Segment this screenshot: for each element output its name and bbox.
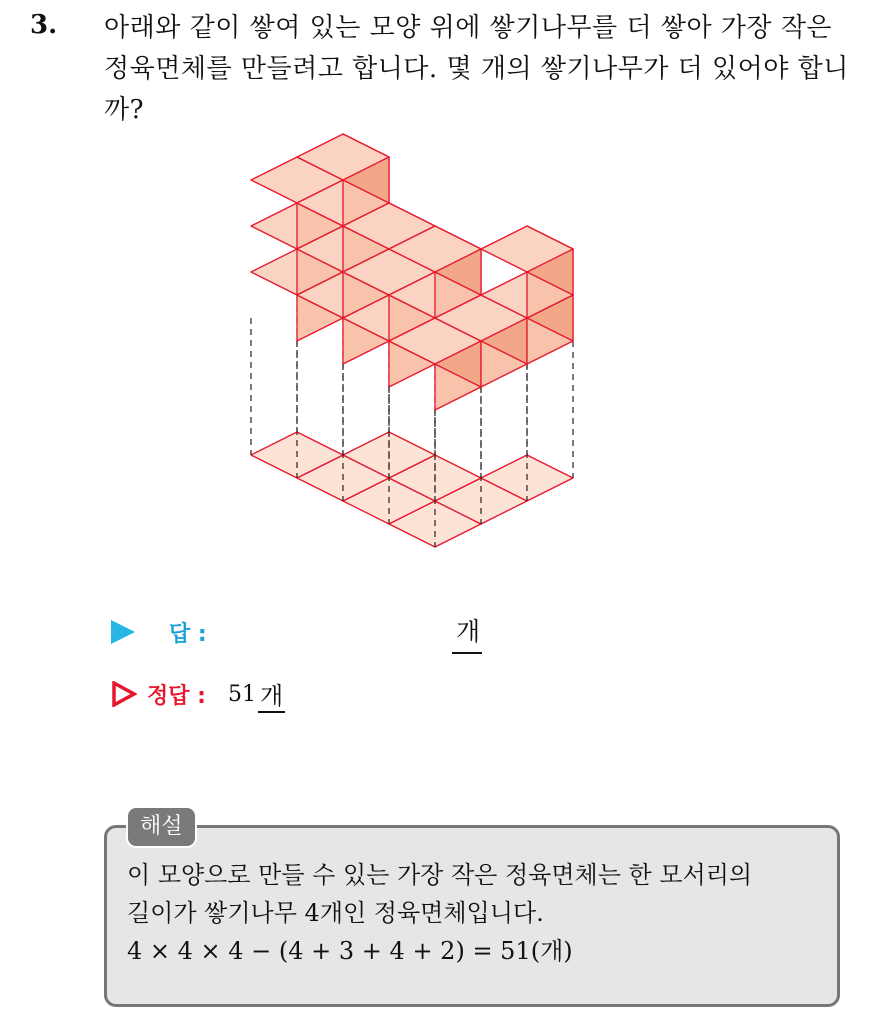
base-footprint [251,432,573,547]
correct-answer-row [111,674,285,714]
answer-label: 답 : [169,621,207,647]
solution-tag: 해설 [126,806,197,848]
question-number: 3. [30,10,58,40]
answer-blank-unit: 개 [452,612,482,654]
solution-line-1: 이 모양으로 만들 수 있는 가장 작은 정육면체는 한 모서리의 [127,861,753,889]
outline-arrow-icon [111,681,137,707]
solution-text [127,856,832,970]
correct-unit: 개 [258,676,285,713]
solution-line-2: 길이가 쌓기나무 4개인 정육면체입니다. [127,899,544,927]
correct-value: 51 [227,681,256,707]
correct-label: 정답 : [147,683,206,709]
answer-row [111,612,207,652]
solution-line-3: 4 × 4 × 4 − (4 + 3 + 4 + 2) = 51(개) [127,937,573,965]
cube-stack [251,134,573,410]
question-text: 아래와 같이 쌓여 있는 모양 위에 쌓기나무를 더 쌓아 가장 작은 정육면체를 만들려고 합니다. 몇 개의 쌓기나무가 더 있어야 합니까? [104,13,849,125]
play-arrow-icon [111,620,135,644]
